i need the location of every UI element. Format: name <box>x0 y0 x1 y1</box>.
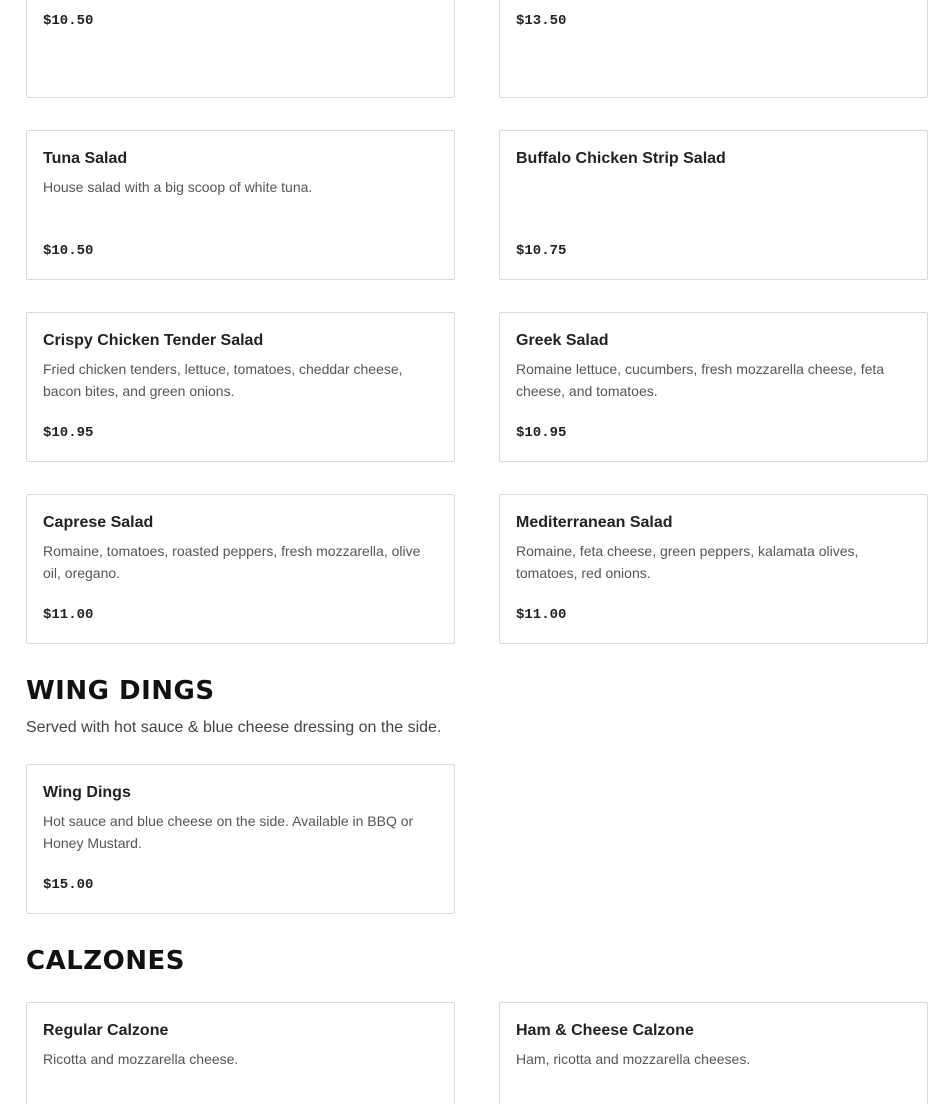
menu-item-card[interactable] <box>499 1002 928 1104</box>
item-description: Romaine, tomatoes, roasted peppers, fresh mozzarella, olive oil, oregano. <box>43 543 421 581</box>
item-price: $10.95 <box>516 425 567 441</box>
menu-item-card[interactable] <box>26 130 455 280</box>
menu-item-card[interactable] <box>499 494 928 644</box>
menu-item-card[interactable] <box>26 312 455 462</box>
section-subtitle: Served with hot sauce & blue cheese dressing on the side. <box>26 719 442 736</box>
item-name: Crispy Chicken Tender Salad <box>43 332 264 349</box>
menu-item-card[interactable] <box>499 0 928 98</box>
item-description: House salad with a big scoop of white tuna. <box>43 179 313 195</box>
item-description: Ham, ricotta and mozzarella cheeses. <box>516 1051 751 1067</box>
item-name: Buffalo Chicken Strip Salad <box>516 150 726 167</box>
item-price: $10.50 <box>43 13 94 29</box>
section-title: CALZONES <box>26 946 185 976</box>
item-price: $10.95 <box>43 425 94 441</box>
item-description: Ricotta and mozzarella cheese. <box>43 1051 239 1067</box>
menu-item-card[interactable] <box>26 0 455 98</box>
menu-item-card[interactable] <box>26 1002 455 1104</box>
item-name: Greek Salad <box>516 332 609 349</box>
item-description: Romaine lettuce, cucumbers, fresh mozzarella cheese, feta cheese, and tomatoes. <box>516 361 885 399</box>
item-price: $15.00 <box>43 877 94 893</box>
item-price: $13.50 <box>516 13 567 29</box>
item-name: Caprese Salad <box>43 514 154 531</box>
item-name: Wing Dings <box>43 784 131 801</box>
item-description: Fried chicken tenders, lettuce, tomatoes, cheddar cheese, bacon bites, and green onions. <box>43 361 403 399</box>
menu-item-card[interactable] <box>499 130 928 280</box>
menu-item-card[interactable] <box>26 494 455 644</box>
menu-item-card[interactable] <box>499 312 928 462</box>
item-price: $10.50 <box>43 243 94 259</box>
item-name: Tuna Salad <box>43 150 128 167</box>
item-name: Ham & Cheese Calzone <box>516 1022 694 1039</box>
section-title: WING DINGS <box>26 676 215 706</box>
item-price: $10.75 <box>516 243 567 259</box>
item-price: $11.00 <box>516 607 567 623</box>
menu-item-card[interactable] <box>26 764 455 914</box>
item-price: $11.00 <box>43 607 94 623</box>
item-description: Romaine, feta cheese, green peppers, kalamata olives, tomatoes, red onions. <box>516 543 859 581</box>
item-name: Mediterranean Salad <box>516 514 673 531</box>
item-name: Regular Calzone <box>43 1022 169 1039</box>
item-description: Hot sauce and blue cheese on the side. Available in BBQ or Honey Mustard. <box>43 813 414 851</box>
